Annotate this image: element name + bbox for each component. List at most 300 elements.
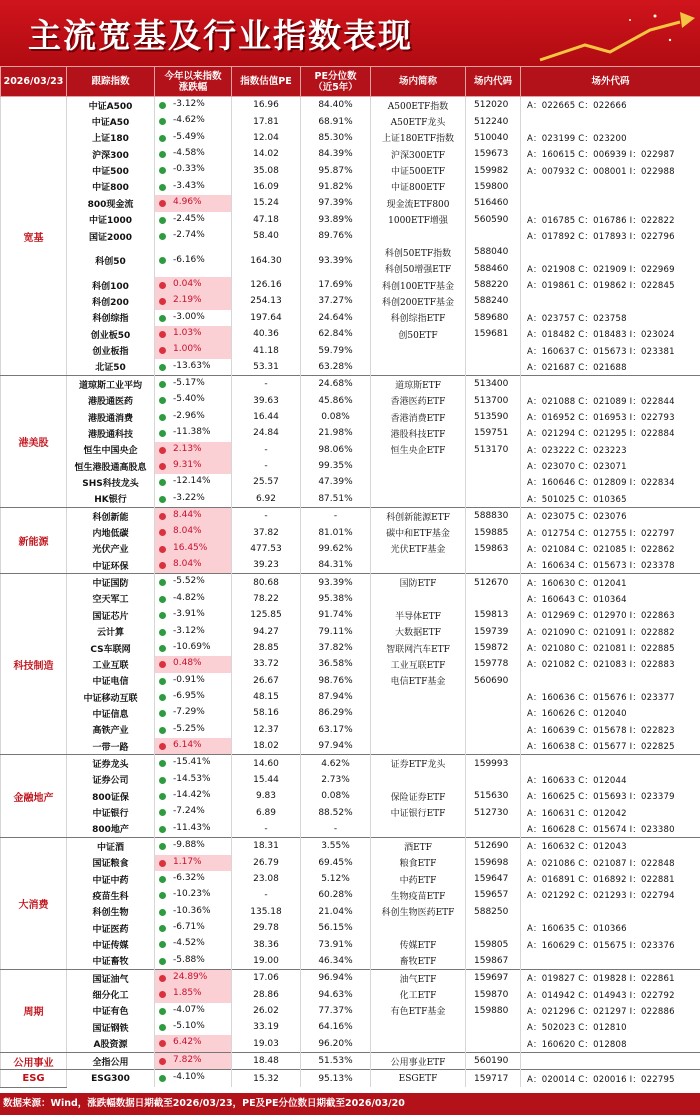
otc-code-cell: A：022665 C：022666	[521, 97, 700, 114]
index-name-cell: 国证2000	[67, 228, 155, 244]
pe-cell: 15.24	[232, 195, 301, 211]
pe-percentile-cell: 95.13%	[301, 1070, 371, 1087]
etf-code-cell: 159993	[466, 755, 521, 772]
change-value: -5.49%	[173, 131, 205, 142]
etf-name-cell: 中证500ETF	[371, 162, 466, 178]
otc-code-cell: A：021294 C：021295 I：022884	[521, 425, 700, 441]
table-row	[1, 409, 700, 425]
etf-name-cell	[371, 689, 466, 705]
pe-percentile-cell: 91.74%	[301, 607, 371, 623]
down-dot-icon	[159, 315, 166, 322]
etf-name-cell: 油气ETF	[371, 970, 466, 987]
index-name-cell: 中证银行	[67, 804, 155, 820]
table-row	[1, 1003, 700, 1019]
up-dot-icon	[159, 282, 166, 289]
change-value: -0.91%	[173, 674, 205, 685]
otc-code-cell	[521, 293, 700, 309]
pe-percentile-cell: 51.53%	[301, 1052, 371, 1069]
table-row	[1, 887, 700, 903]
index-name-cell: 恒生港股通高股息	[67, 458, 155, 474]
etf-name-cell: 科创100ETF基金	[371, 277, 466, 293]
otc-code-cell: A：021908 C：021909 I：022969	[521, 261, 700, 277]
pe-cell: 58.16	[232, 705, 301, 721]
pe-percentile-cell: 96.94%	[301, 970, 371, 987]
down-dot-icon	[159, 217, 166, 224]
pe-percentile-cell: 85.30%	[301, 130, 371, 146]
pe-percentile-cell: 64.16%	[301, 1019, 371, 1035]
index-name-cell: A股资源	[67, 1035, 155, 1052]
etf-code-cell: 588240	[466, 293, 521, 309]
index-name-cell: 中证中药	[67, 871, 155, 887]
etf-name-cell	[371, 491, 466, 508]
change-cell	[155, 130, 232, 146]
table-row	[1, 277, 700, 293]
pe-percentile-cell: 21.98%	[301, 425, 371, 441]
table-row	[1, 689, 700, 705]
etf-name-cell	[371, 228, 466, 244]
pe-cell: 15.32	[232, 1070, 301, 1087]
table-row	[1, 640, 700, 656]
pe-percentile-cell: -	[301, 821, 371, 838]
table-row	[1, 474, 700, 490]
otc-code-cell: A：017892 C：017893 I：022796	[521, 228, 700, 244]
etf-name-cell: 创50ETF	[371, 326, 466, 342]
index-name-cell: 沪深300	[67, 146, 155, 162]
table-row	[1, 953, 700, 970]
pe-cell: -	[232, 887, 301, 903]
index-name-cell: 中证酒	[67, 838, 155, 855]
otc-code-cell	[521, 244, 700, 260]
change-value: 0.48%	[173, 658, 202, 669]
up-dot-icon	[159, 298, 166, 305]
etf-name-cell	[371, 1035, 466, 1052]
otc-code-cell: A：160639 C：015678 I：022823	[521, 722, 700, 738]
etf-code-cell: 513170	[466, 442, 521, 458]
pe-percentile-cell: 81.01%	[301, 524, 371, 540]
down-dot-icon	[159, 596, 166, 603]
etf-name-cell: 中药ETF	[371, 871, 466, 887]
otc-code-cell	[521, 953, 700, 970]
pe-cell: -	[232, 821, 301, 838]
change-cell	[155, 474, 232, 490]
change-value: -11.43%	[173, 822, 211, 833]
otc-code-cell: A：160628 C：015674 I：023380	[521, 821, 700, 838]
otc-code-cell: A：160630 C：012041	[521, 574, 700, 591]
etf-name-cell: 工业互联ETF	[371, 656, 466, 672]
pe-cell: 94.27	[232, 624, 301, 640]
down-dot-icon	[159, 167, 166, 174]
index-name-cell: 中证信息	[67, 705, 155, 721]
change-cell	[155, 392, 232, 408]
etf-name-cell	[371, 359, 466, 376]
up-dot-icon	[159, 546, 166, 553]
index-name-cell: ESG300	[67, 1070, 155, 1087]
pe-cell: 6.92	[232, 491, 301, 508]
otc-code-cell: A：023070 C：023071	[521, 458, 700, 474]
etf-code-cell: 588040	[466, 244, 521, 260]
change-cell	[155, 574, 232, 591]
up-dot-icon	[159, 463, 166, 470]
up-dot-icon	[159, 860, 166, 867]
change-cell	[155, 722, 232, 738]
table-row	[1, 705, 700, 721]
index-name-cell: 云计算	[67, 624, 155, 640]
pe-cell: 41.18	[232, 342, 301, 358]
change-value: 0.04%	[173, 278, 202, 289]
down-dot-icon	[159, 793, 166, 800]
pe-percentile-cell: 21.04%	[301, 904, 371, 920]
etf-name-cell	[371, 738, 466, 755]
etf-name-cell: 科创50增强ETF	[371, 261, 466, 277]
otc-code-cell	[521, 904, 700, 920]
change-cell	[155, 277, 232, 293]
title-banner	[0, 0, 700, 66]
etf-code-cell: 159885	[466, 524, 521, 540]
down-dot-icon	[159, 579, 166, 586]
pe-percentile-cell: 95.87%	[301, 162, 371, 178]
table-row	[1, 557, 700, 574]
change-value: -6.16%	[173, 255, 205, 266]
otc-code-cell: A：023757 C：023758	[521, 310, 700, 326]
etf-code-cell: 515630	[466, 788, 521, 804]
change-value: -3.22%	[173, 492, 205, 503]
change-value: 1.00%	[173, 344, 202, 355]
header-date: 2026/03/23	[1, 67, 67, 97]
down-dot-icon	[159, 397, 166, 404]
down-dot-icon	[159, 645, 166, 652]
table-row	[1, 804, 700, 820]
down-dot-icon	[159, 941, 166, 948]
etf-name-cell: 公用事业ETF	[371, 1052, 466, 1069]
etf-name-cell: A50ETF龙头	[371, 113, 466, 129]
table-row	[1, 970, 700, 987]
pe-percentile-cell: 86.29%	[301, 705, 371, 721]
down-dot-icon	[159, 151, 166, 158]
index-name-cell: 中证畜牧	[67, 953, 155, 970]
etf-code-cell: 159698	[466, 855, 521, 871]
pe-percentile-cell: 99.62%	[301, 541, 371, 557]
change-cell	[155, 772, 232, 788]
pe-cell: -	[232, 376, 301, 393]
pe-percentile-cell: 0.08%	[301, 409, 371, 425]
table-header	[1, 67, 700, 97]
down-dot-icon	[159, 1075, 166, 1082]
etf-name-cell: 国防ETF	[371, 574, 466, 591]
index-name-cell: 创业板指	[67, 342, 155, 358]
down-dot-icon	[159, 233, 166, 240]
down-dot-icon	[159, 727, 166, 734]
index-name-cell: 800证保	[67, 788, 155, 804]
pe-percentile-cell: 37.82%	[301, 640, 371, 656]
change-value: 1.03%	[173, 328, 202, 339]
change-cell	[155, 113, 232, 129]
index-name-cell: 港股通医药	[67, 392, 155, 408]
pe-percentile-cell: 4.62%	[301, 755, 371, 772]
etf-code-cell	[466, 772, 521, 788]
pe-cell: 18.31	[232, 838, 301, 855]
otc-code-cell: A：160633 C：012044	[521, 772, 700, 788]
etf-code-cell: 512690	[466, 838, 521, 855]
table-row	[1, 871, 700, 887]
change-value: -10.23%	[173, 889, 211, 900]
index-name-cell: 高铁产业	[67, 722, 155, 738]
change-value: -3.12%	[173, 625, 205, 636]
etf-name-cell: 科创50ETF指数	[371, 244, 466, 260]
change-cell	[155, 409, 232, 425]
etf-code-cell: 159805	[466, 936, 521, 952]
pe-cell: 14.60	[232, 755, 301, 772]
etf-name-cell: 生物疫苗ETF	[371, 887, 466, 903]
otc-code-cell: A：019827 C：019828 I：022861	[521, 970, 700, 987]
pe-cell: 16.09	[232, 179, 301, 195]
etf-code-cell	[466, 458, 521, 474]
change-value: -4.58%	[173, 148, 205, 159]
pe-cell: 39.63	[232, 392, 301, 408]
pe-percentile-cell: 62.84%	[301, 326, 371, 342]
down-dot-icon	[159, 925, 166, 932]
pe-cell: 39.23	[232, 557, 301, 574]
index-name-cell: 科创200	[67, 293, 155, 309]
up-dot-icon	[159, 347, 166, 354]
pe-percentile-cell: 99.35%	[301, 458, 371, 474]
etf-name-cell: ESGETF	[371, 1070, 466, 1087]
pe-cell: 23.08	[232, 871, 301, 887]
change-value: -11.38%	[173, 427, 211, 438]
down-dot-icon	[159, 184, 166, 191]
up-dot-icon	[159, 1058, 166, 1065]
change-cell	[155, 458, 232, 474]
index-name-cell: 工业互联	[67, 656, 155, 672]
pe-cell: 197.64	[232, 310, 301, 326]
table-row	[1, 607, 700, 623]
pe-percentile-cell: 91.82%	[301, 179, 371, 195]
index-name-cell: 全指公用	[67, 1052, 155, 1069]
pe-cell: -	[232, 442, 301, 458]
change-cell	[155, 342, 232, 358]
pe-percentile-cell: 45.86%	[301, 392, 371, 408]
etf-code-cell	[466, 1019, 521, 1035]
etf-name-cell: 科创200ETF基金	[371, 293, 466, 309]
change-value: 9.31%	[173, 459, 202, 470]
pe-cell: 477.53	[232, 541, 301, 557]
change-value: 4.96%	[173, 197, 202, 208]
etf-code-cell	[466, 474, 521, 490]
etf-code-cell	[466, 821, 521, 838]
pe-percentile-cell: 88.52%	[301, 804, 371, 820]
index-name-cell: 科创50	[67, 244, 155, 277]
pe-percentile-cell: 24.68%	[301, 376, 371, 393]
pe-cell: 14.02	[232, 146, 301, 162]
table-row	[1, 97, 700, 114]
index-name-cell: 800现金流	[67, 195, 155, 211]
etf-code-cell	[466, 491, 521, 508]
category-cell: 宽基	[1, 97, 67, 376]
change-cell	[155, 524, 232, 540]
etf-code-cell: 513400	[466, 376, 521, 393]
otc-code-cell: A：007932 C：008001 I：022988	[521, 162, 700, 178]
pe-percentile-cell: 93.39%	[301, 574, 371, 591]
otc-code-cell: A：021084 C：021085 I：022862	[521, 541, 700, 557]
table-row	[1, 212, 700, 228]
pe-cell: -	[232, 507, 301, 524]
index-name-cell: HK银行	[67, 491, 155, 508]
etf-name-cell: 半导体ETF	[371, 607, 466, 623]
pe-cell: 18.48	[232, 1052, 301, 1069]
change-value: -4.07%	[173, 1004, 205, 1015]
change-value: -4.10%	[173, 1072, 205, 1083]
pe-cell: 80.68	[232, 574, 301, 591]
etf-name-cell: 保险证券ETF	[371, 788, 466, 804]
change-value: -10.69%	[173, 641, 211, 652]
pe-percentile-cell: 84.31%	[301, 557, 371, 574]
change-value: 2.13%	[173, 443, 202, 454]
pe-cell: 135.18	[232, 904, 301, 920]
change-cell	[155, 557, 232, 574]
pe-percentile-cell: 68.91%	[301, 113, 371, 129]
pe-cell: 12.37	[232, 722, 301, 738]
etf-code-cell: 588220	[466, 277, 521, 293]
otc-code-cell: A：021296 C：021297 I：022886	[521, 1003, 700, 1019]
pe-cell: 53.31	[232, 359, 301, 376]
otc-code-cell: A：501025 C：010365	[521, 491, 700, 508]
etf-name-cell: 道琼斯ETF	[371, 376, 466, 393]
etf-code-cell: 588250	[466, 904, 521, 920]
index-name-cell: 北证50	[67, 359, 155, 376]
change-cell	[155, 986, 232, 1002]
change-value: -2.74%	[173, 229, 205, 240]
down-dot-icon	[159, 430, 166, 437]
table-row	[1, 920, 700, 936]
change-value: -9.88%	[173, 840, 205, 851]
pe-cell: 6.89	[232, 804, 301, 820]
pe-percentile-cell: 63.17%	[301, 722, 371, 738]
change-value: -6.32%	[173, 872, 205, 883]
change-value: -5.10%	[173, 1021, 205, 1032]
etf-code-cell	[466, 722, 521, 738]
pe-percentile-cell: 87.94%	[301, 689, 371, 705]
change-value: -14.42%	[173, 790, 211, 801]
etf-code-cell: 159863	[466, 541, 521, 557]
etf-name-cell: 中证银行ETF	[371, 804, 466, 820]
rising-arrow-icon	[530, 0, 700, 66]
etf-code-cell: 159982	[466, 162, 521, 178]
otc-code-cell: A：012754 C：012755 I：022797	[521, 524, 700, 540]
table-row	[1, 722, 700, 738]
table-row	[1, 425, 700, 441]
index-name-cell: 证券龙头	[67, 755, 155, 772]
etf-name-cell	[371, 342, 466, 358]
table-row	[1, 755, 700, 772]
change-cell	[155, 673, 232, 689]
index-name-cell: 国证油气	[67, 970, 155, 987]
etf-code-cell	[466, 1035, 521, 1052]
otc-code-cell	[521, 376, 700, 393]
otc-code-cell: A：160636 C：015676 I：023377	[521, 689, 700, 705]
pe-cell: 16.96	[232, 97, 301, 114]
change-cell	[155, 804, 232, 820]
otc-code-cell: A：160632 C：012043	[521, 838, 700, 855]
etf-code-cell: 512020	[466, 97, 521, 114]
otc-code-cell: A：160629 C：015675 I：023376	[521, 936, 700, 952]
change-value: 8.44%	[173, 509, 202, 520]
etf-code-cell: 588460	[466, 261, 521, 277]
etf-code-cell	[466, 557, 521, 574]
change-value: -14.53%	[173, 773, 211, 784]
etf-code-cell: 510040	[466, 130, 521, 146]
change-cell	[155, 442, 232, 458]
etf-name-cell: 酒ETF	[371, 838, 466, 855]
change-value: 16.45%	[173, 542, 208, 553]
pe-percentile-cell: 0.08%	[301, 788, 371, 804]
etf-name-cell: 香港消费ETF	[371, 409, 466, 425]
change-value: 8.04%	[173, 526, 202, 537]
pe-percentile-cell: 84.39%	[301, 146, 371, 162]
category-cell: 新能源	[1, 507, 67, 573]
up-dot-icon	[159, 975, 166, 982]
change-cell	[155, 228, 232, 244]
up-dot-icon	[159, 529, 166, 536]
otc-code-cell: A：019861 C：019862 I：022845	[521, 277, 700, 293]
etf-name-cell	[371, 705, 466, 721]
change-cell	[155, 541, 232, 557]
pe-percentile-cell: 87.51%	[301, 491, 371, 508]
down-dot-icon	[159, 381, 166, 388]
etf-name-cell: 中证800ETF	[371, 179, 466, 195]
otc-code-cell: A：160646 C：012809 I：022834	[521, 474, 700, 490]
change-value: -4.82%	[173, 592, 205, 603]
pe-percentile-cell: 59.79%	[301, 342, 371, 358]
pe-percentile-cell: 84.40%	[301, 97, 371, 114]
up-dot-icon	[159, 447, 166, 454]
change-cell	[155, 310, 232, 326]
change-cell	[155, 838, 232, 855]
etf-code-cell: 159681	[466, 326, 521, 342]
down-dot-icon	[159, 135, 166, 142]
otc-code-cell: A：021090 C：021091 I：022882	[521, 624, 700, 640]
change-value: 7.82%	[173, 1054, 202, 1065]
table-row	[1, 855, 700, 871]
otc-code-cell: A：016785 C：016786 I：022822	[521, 212, 700, 228]
table-body	[1, 97, 700, 1088]
etf-name-cell: 大数据ETF	[371, 624, 466, 640]
index-name-cell: 科创生物	[67, 904, 155, 920]
change-cell	[155, 936, 232, 952]
change-cell	[155, 425, 232, 441]
otc-code-cell: A：160638 C：015677 I：022825	[521, 738, 700, 755]
pe-cell: 18.02	[232, 738, 301, 755]
pe-percentile-cell: 46.34%	[301, 953, 371, 970]
change-cell	[155, 507, 232, 524]
down-dot-icon	[159, 629, 166, 636]
pe-cell: -	[232, 458, 301, 474]
down-dot-icon	[159, 694, 166, 701]
etf-name-cell	[371, 591, 466, 607]
index-name-cell: 科创新能	[67, 507, 155, 524]
change-cell	[155, 1019, 232, 1035]
change-value: -3.12%	[173, 99, 205, 109]
change-cell	[155, 821, 232, 838]
index-name-cell: 国证粮食	[67, 855, 155, 871]
otc-code-cell: A：023075 C：023076	[521, 507, 700, 524]
down-dot-icon	[159, 479, 166, 486]
index-name-cell: 中证环保	[67, 557, 155, 574]
etf-name-cell: 光伏ETF基金	[371, 541, 466, 557]
down-dot-icon	[159, 843, 166, 850]
index-name-cell: 国证钢铁	[67, 1019, 155, 1035]
index-name-cell: 疫苗生科	[67, 887, 155, 903]
header-pe-pct-label: PE分位数（近5年）	[313, 70, 358, 93]
otc-code-cell: A：021082 C：021083 I：022883	[521, 656, 700, 672]
